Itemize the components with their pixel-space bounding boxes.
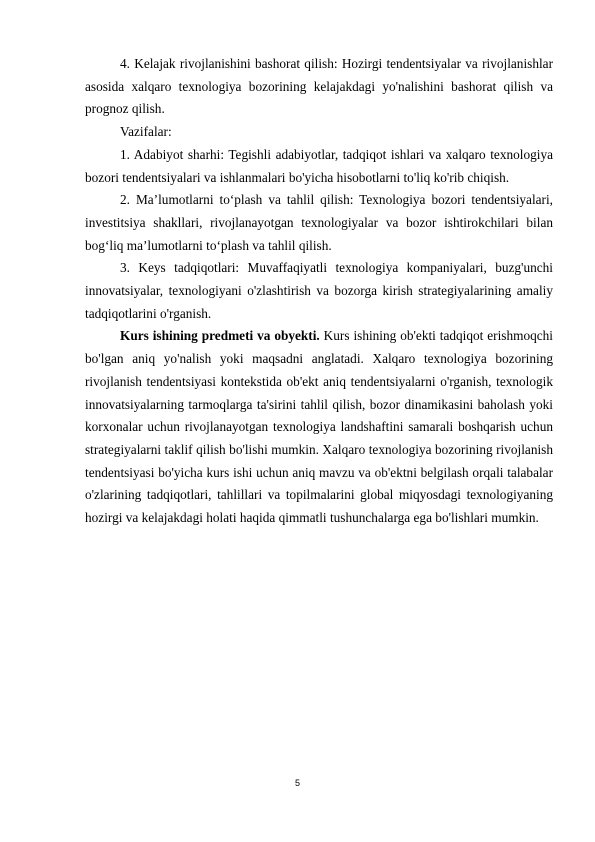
paragraph-subject-object xyxy=(85,325,553,529)
document-body xyxy=(85,53,553,530)
paragraph-case-studies: 3. Keys tadqiqotlari: Muvaffaqiyatli texnologiya kompaniyalari, buzg'unchi innovatsiyalar, texnologiyani o'zlashtirish va bozorga kirish strategiyalarining amaliy tadqiqotlarini o'rganish. xyxy=(85,260,553,321)
paragraph-literature-review: 1. Adabiyot sharhi: Tegishli adabiyotlar, tadqiqot ishlari va xalqaro texnologiya bozori tendentsiyalari va ishlanmalari bo'yicha hisobotlarni to'liq ko'rib chiqish. xyxy=(85,146,553,185)
subject-object-text: Kurs ishining ob'ekti tadqiqot erishmoqchi bo'lgan aniq yo'nalish yoki maqsadni anglatadi. Xalqaro texnologiya bozorining rivojlanish tendentsiyasi kontekstida ob'ekt aniq tendentsiyalarni o'rganish, texnologik innovatsiyalarning tarmoqlarga ta'sirini tahlil qilish, bozor dinamikasini baholash yoki korxonalar uchun rivojlanayotgan texnologiya landshaftini samarali boshqarish uchun strategiyalarni taklif qilish bo'lishi mumkin. Xalqaro texnologiya bozorining rivojlanish tendentsiyasi bo'yicha kurs ishi uchun aniq mavzu va ob'ektni belgilash orqali talabalar o'zlarining tadqiqotlari, tahlillari va topilmalarini global miqyosdagi texnologiyaning hozirgi va kelajakdagi holati haqida qimmatli tushunchalarga ega bo'lishlari mumkin. xyxy=(85,328,553,526)
page-number: 5 xyxy=(294,778,300,788)
paragraph-tasks-heading: Vazifalar: xyxy=(120,124,172,140)
paragraph-forecasting: 4. Kelajak rivojlanishini bashorat qilish: Hozirgi tendentsiyalar va rivojlanishlar asosida xalqaro texnologiya bozorining kelajakdagi yo'nalishini bashorat qilish va prognoz qilish. xyxy=(85,56,553,117)
paragraph-data-collection: 2. Maʼlumotlarni toʻplash va tahlil qilish: Texnologiya bozori tendentsiyalari, investitsiya shakllari, rivojlanayotgan texnologiyalar va bozor ishtirokchilari bilan bogʻliq maʼlumotlarni toʻplash va tahlil qilish. xyxy=(85,192,553,253)
subject-object-heading: Kurs ishining predmeti va obyekti. xyxy=(120,328,320,344)
